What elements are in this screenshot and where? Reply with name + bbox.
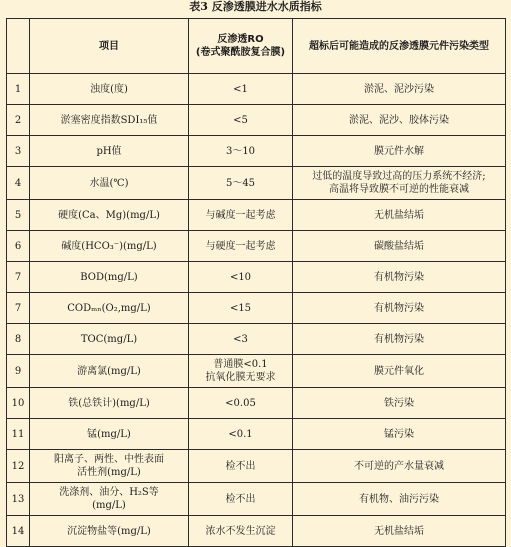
cell-item-line2: 活性剂(mg/L)	[77, 467, 141, 478]
cell-fouling-type-line2: 高温将导致膜不可逆的性能衰减	[329, 184, 469, 195]
table-row	[7, 419, 506, 450]
cell-ro-limit	[189, 388, 293, 419]
cell-ro-limit	[189, 136, 293, 167]
cell-no-text: 3	[14, 145, 22, 157]
cell-ro-limit	[189, 450, 293, 483]
cell-fouling-type	[293, 105, 506, 136]
header-item: 项目	[30, 19, 189, 74]
cell-fouling-type-text: 有机物、油污污染	[359, 493, 439, 505]
cell-fouling-type-text: 淤泥、泥沙污染	[364, 83, 434, 95]
table-row	[7, 231, 506, 262]
table-row	[7, 293, 506, 324]
cell-fouling-type	[293, 262, 506, 293]
cell-item	[30, 200, 189, 231]
cell-fouling-type	[293, 355, 506, 388]
cell-ro-limit-text: 与硬度一起考虑	[205, 240, 276, 252]
header-no	[7, 19, 30, 74]
cell-fouling-type	[293, 167, 506, 200]
cell-no	[7, 388, 30, 419]
cell-ro-limit	[189, 231, 293, 262]
cell-fouling-type	[293, 450, 506, 483]
cell-item-line2: (mg/L)	[92, 500, 126, 511]
cell-no	[7, 231, 30, 262]
cell-ro-limit-text: 5～45	[225, 177, 256, 189]
cell-item-text: 洗涤剂、油分、H₂S等	[59, 487, 159, 498]
cell-item-text: 阳离子、两性、中性表面	[54, 454, 164, 465]
cell-fouling-type-text: 锰污染	[384, 428, 414, 440]
cell-no-text: 14	[11, 525, 25, 537]
cell-no-text: 9	[14, 365, 22, 377]
cell-fouling-type-text: 淤泥、泥沙、胶体污染	[349, 114, 449, 126]
table-row	[7, 450, 506, 483]
cell-no	[7, 355, 30, 388]
cell-ro-limit-text: 浓水不发生沉淀	[205, 525, 276, 537]
cell-fouling-type-text: 无机盐结垢	[374, 525, 424, 537]
cell-ro-limit-text: 检不出	[225, 460, 256, 472]
cell-no	[7, 136, 30, 167]
cell-fouling-type-text: 铁污染	[384, 397, 414, 409]
cell-no	[7, 516, 30, 547]
cell-fouling-type-text: 膜元件氧化	[374, 365, 424, 377]
cell-fouling-type	[293, 136, 506, 167]
cell-ro-limit-line2: 抗氧化膜无要求	[205, 372, 276, 383]
cell-ro-limit-text: 3～10	[225, 145, 256, 157]
cell-item-text: BOD(mg/L)	[80, 271, 138, 283]
cell-item-text: pH值	[96, 145, 122, 157]
cell-ro-limit	[189, 262, 293, 293]
header-ro-line2: (卷式聚酰胺复合膜)	[195, 47, 286, 58]
cell-fouling-type-text: 有机物污染	[374, 271, 424, 283]
cell-no	[7, 200, 30, 231]
cell-ro-limit-text: <15	[229, 302, 252, 314]
table-row	[7, 388, 506, 419]
cell-fouling-type	[293, 200, 506, 231]
cell-no	[7, 74, 30, 105]
table-row	[7, 136, 506, 167]
cell-no-text: 11	[11, 428, 25, 440]
cell-ro-limit	[189, 419, 293, 450]
cell-no	[7, 450, 30, 483]
cell-item	[30, 105, 189, 136]
cell-ro-limit	[189, 74, 293, 105]
cell-fouling-type	[293, 293, 506, 324]
cell-ro-limit-text: <0.1	[228, 428, 253, 440]
table-row	[7, 167, 506, 200]
cell-fouling-type-text: 有机物污染	[374, 302, 424, 314]
table-row	[7, 200, 506, 231]
cell-ro-limit	[189, 355, 293, 388]
cell-item	[30, 388, 189, 419]
table-row	[7, 262, 506, 293]
cell-no-text: 10	[11, 397, 25, 409]
cell-fouling-type-text: 碳酸盐结垢	[374, 240, 424, 252]
table-row	[7, 324, 506, 355]
cell-fouling-type-text: 无机盐结垢	[374, 209, 424, 221]
cell-item	[30, 293, 189, 324]
table-row	[7, 74, 506, 105]
cell-no-text: 1	[14, 83, 22, 95]
cell-ro-limit-text: <3	[233, 333, 248, 345]
cell-no-text: 12	[11, 460, 25, 472]
cell-no	[7, 324, 30, 355]
cell-item	[30, 450, 189, 483]
cell-item	[30, 167, 189, 200]
cell-no-text: 7	[14, 271, 22, 283]
cell-ro-limit	[189, 324, 293, 355]
table-row	[7, 355, 506, 388]
cell-fouling-type	[293, 483, 506, 516]
cell-item-text: 浊度(度)	[90, 83, 128, 95]
cell-fouling-type	[293, 231, 506, 262]
cell-item-text: 游离氯(mg/L)	[77, 365, 141, 377]
cell-item-text: CODₘₙ(O₂,mg/L)	[67, 302, 151, 314]
cell-ro-limit	[189, 167, 293, 200]
cell-fouling-type	[293, 324, 506, 355]
cell-ro-limit	[189, 516, 293, 547]
cell-ro-limit-text: <5	[233, 114, 248, 126]
cell-item-text: TOC(mg/L)	[80, 333, 138, 345]
cell-item	[30, 324, 189, 355]
cell-no	[7, 262, 30, 293]
cell-no	[7, 105, 30, 136]
cell-item-text: 锰(mg/L)	[87, 428, 131, 440]
cell-item-text: 淤塞密度指数SDI₁₅值	[60, 114, 158, 126]
cell-fouling-type	[293, 419, 506, 450]
water-quality-table	[6, 18, 506, 547]
cell-ro-limit	[189, 200, 293, 231]
cell-fouling-type-text: 有机物污染	[374, 333, 424, 345]
cell-item	[30, 136, 189, 167]
cell-fouling-type	[293, 74, 506, 105]
cell-item	[30, 355, 189, 388]
cell-no	[7, 293, 30, 324]
cell-fouling-type	[293, 388, 506, 419]
cell-ro-limit-text: <10	[229, 271, 252, 283]
cell-item-text: 水温(℃)	[89, 177, 129, 189]
cell-no-text: 5	[14, 209, 22, 221]
table-row	[7, 483, 506, 516]
cell-item	[30, 74, 189, 105]
cell-ro-limit	[189, 483, 293, 516]
cell-item-text: 硬度(Ca、Mg)(mg/L)	[58, 209, 160, 221]
cell-item-text: 碱度(HCO₃⁻)(mg/L)	[61, 240, 157, 252]
cell-ro-limit-text: 与碱度一起考虑	[205, 209, 276, 221]
cell-fouling-type-text: 膜元件水解	[374, 145, 424, 157]
header-type: 超标后可能造成的反渗透膜元件污染类型	[293, 19, 506, 74]
header-ro-line1: 反渗透RO	[217, 34, 264, 45]
cell-item	[30, 231, 189, 262]
cell-ro-limit-text: <0.05	[225, 397, 256, 409]
cell-no-text: 4	[14, 177, 22, 189]
cell-fouling-type-text: 不可逆的产水量衰减	[354, 460, 444, 472]
cell-no	[7, 167, 30, 200]
cell-item	[30, 516, 189, 547]
header-row	[7, 19, 506, 74]
table-row	[7, 516, 506, 547]
cell-no	[7, 483, 30, 516]
cell-no-text: 13	[11, 493, 25, 505]
cell-ro-limit-text: <1	[233, 83, 248, 95]
cell-ro-limit-text: 普通膜<0.1	[213, 359, 268, 370]
cell-ro-limit	[189, 293, 293, 324]
cell-ro-limit-text: 检不出	[225, 493, 256, 505]
table-caption: 表3 反渗透膜进水水质指标	[189, 0, 322, 13]
cell-fouling-type-text: 过低的温度导致过高的压力系统不经济;	[312, 171, 486, 182]
cell-no-text: 2	[14, 114, 22, 126]
cell-item-text: 沉淀物盐等(mg/L)	[67, 525, 151, 537]
cell-no-text: 6	[14, 240, 22, 252]
cell-no	[7, 419, 30, 450]
cell-ro-limit	[189, 105, 293, 136]
cell-item	[30, 419, 189, 450]
cell-no-text: 7	[14, 302, 22, 314]
table-row	[7, 105, 506, 136]
header-ro	[189, 19, 293, 74]
cell-fouling-type	[293, 516, 506, 547]
cell-item	[30, 483, 189, 516]
cell-item-text: 铁(总铁计)(mg/L)	[68, 397, 150, 409]
cell-no-text: 8	[14, 333, 22, 345]
cell-item	[30, 262, 189, 293]
